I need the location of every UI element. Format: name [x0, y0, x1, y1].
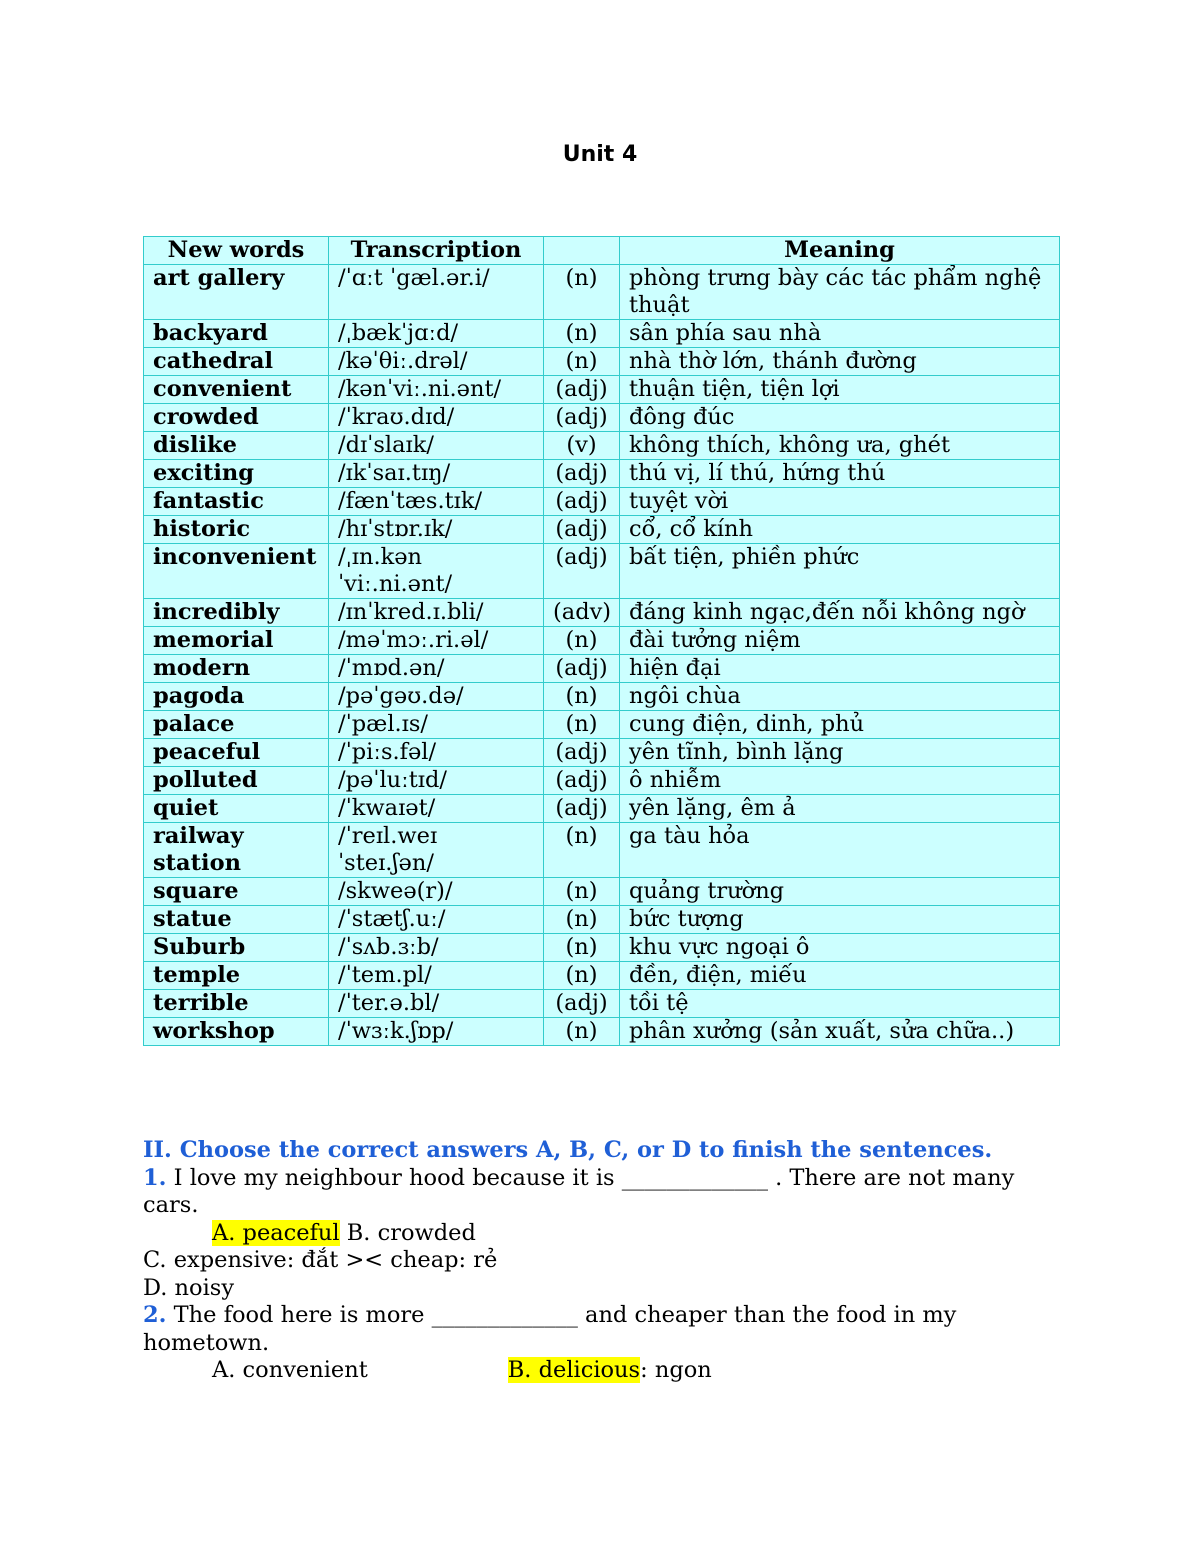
vocab-word: railway station: [144, 823, 329, 878]
vocab-transcription: /ˌbækˈjɑːd/: [329, 320, 544, 348]
vocab-meaning: yên tĩnh, bình lặng: [620, 739, 1060, 767]
vocab-part-of-speech: (n): [544, 711, 620, 739]
vocab-part-of-speech: (n): [544, 823, 620, 878]
vocab-part-of-speech: (n): [544, 1018, 620, 1046]
vocab-meaning: cung điện, dinh, phủ: [620, 711, 1060, 739]
question-2-options-ab: [143, 1357, 1073, 1385]
question-1: [143, 1165, 1073, 1220]
vocab-part-of-speech: (adj): [544, 516, 620, 544]
option-a-highlighted: A. peaceful: [212, 1219, 340, 1246]
vocab-transcription: /ˈter.ə.bl/: [329, 990, 544, 1018]
vocab-transcription: /ɪkˈsaɪ.tɪŋ/: [329, 460, 544, 488]
vocab-transcription: /ˈstætʃ.uː/: [329, 906, 544, 934]
vocab-word: dislike: [144, 432, 329, 460]
vocab-meaning: phân xưởng (sản xuất, sửa chữa..): [620, 1018, 1060, 1046]
vocab-word: inconvenient: [144, 544, 329, 599]
option-d: D. noisy: [143, 1274, 235, 1301]
vocab-part-of-speech: (adj): [544, 767, 620, 795]
option-b: B. crowded: [339, 1219, 476, 1246]
vocab-meaning: sân phía sau nhà: [620, 320, 1060, 348]
answer-blank: _____________: [621, 1164, 768, 1191]
answer-blank: _____________: [431, 1302, 578, 1328]
vocab-part-of-speech: (adj): [544, 488, 620, 516]
vocab-word: peaceful: [144, 739, 329, 767]
vocab-part-of-speech: (n): [544, 962, 620, 990]
vocab-meaning: cổ, cổ kính: [620, 516, 1060, 544]
vocab-word: cathedral: [144, 348, 329, 376]
vocab-meaning: bức tượng: [620, 906, 1060, 934]
question-text: . There are not many cars.: [143, 1164, 1015, 1218]
question-number: 2.: [143, 1302, 167, 1328]
vocab-transcription: /ˈpiːs.fəl/: [329, 739, 544, 767]
vocab-meaning: tuyệt vời: [620, 488, 1060, 516]
vocab-part-of-speech: (v): [544, 432, 620, 460]
vocab-word: terrible: [144, 990, 329, 1018]
table-header-row: [144, 237, 1060, 265]
vocab-word: art gallery: [144, 265, 329, 320]
vocab-meaning: ngôi chùa: [620, 683, 1060, 711]
vocab-transcription: /ɪnˈkred.ɪ.bli/: [329, 599, 544, 627]
vocab-meaning: ga tàu hỏa: [620, 823, 1060, 878]
table-row: [144, 627, 1060, 655]
vocab-meaning: đáng kinh ngạc,đến nỗi không ngờ: [620, 599, 1060, 627]
vocab-word: palace: [144, 711, 329, 739]
vocab-word: temple: [144, 962, 329, 990]
table-row: [144, 516, 1060, 544]
vocab-transcription: /ˈreɪl.weɪ ˈsteɪ.ʃən/: [329, 823, 544, 878]
vocab-part-of-speech: (adv): [544, 599, 620, 627]
vocab-part-of-speech: (n): [544, 906, 620, 934]
vocab-word: quiet: [144, 795, 329, 823]
exercise-section: [143, 1137, 1073, 1385]
vocabulary-rows: [144, 265, 1060, 1046]
vocab-meaning: thuận tiện, tiện lợi: [620, 376, 1060, 404]
vocab-transcription: /hɪˈstɒr.ɪk/: [329, 516, 544, 544]
table-row: [144, 265, 1060, 320]
table-row: [144, 348, 1060, 376]
vocab-part-of-speech: (adj): [544, 990, 620, 1018]
vocab-part-of-speech: (n): [544, 265, 620, 320]
vocab-word: pagoda: [144, 683, 329, 711]
vocab-meaning: tồi tệ: [620, 990, 1060, 1018]
vocab-part-of-speech: (adj): [544, 795, 620, 823]
vocab-word: Suburb: [144, 934, 329, 962]
vocab-meaning: nhà thờ lớn, thánh đường: [620, 348, 1060, 376]
vocab-transcription: /ˈɑːt ˈgæl.ər.i/: [329, 265, 544, 320]
vocab-part-of-speech: (n): [544, 320, 620, 348]
table-row: [144, 376, 1060, 404]
vocab-transcription: /kəˈθiː.drəl/: [329, 348, 544, 376]
vocab-transcription: /skweə(r)/: [329, 878, 544, 906]
table-row: [144, 655, 1060, 683]
vocab-word: square: [144, 878, 329, 906]
vocab-meaning: phòng trưng bày các tác phẩm nghệ thuật: [620, 265, 1060, 320]
vocab-word: backyard: [144, 320, 329, 348]
vocab-transcription: /kənˈviː.ni.ənt/: [329, 376, 544, 404]
vocab-transcription: /ˈsʌb.ɜːb/: [329, 934, 544, 962]
vocab-word: convenient: [144, 376, 329, 404]
table-row: [144, 823, 1060, 878]
table-row: [144, 990, 1060, 1018]
vocab-meaning: thú vị, lí thú, hứng thú: [620, 460, 1060, 488]
vocab-transcription: /fænˈtæs.tɪk/: [329, 488, 544, 516]
vocab-transcription: /ˈpæl.ɪs/: [329, 711, 544, 739]
vocab-transcription: /ˈmɒd.ən/: [329, 655, 544, 683]
vocab-word: incredibly: [144, 599, 329, 627]
table-row: [144, 878, 1060, 906]
vocab-word: workshop: [144, 1018, 329, 1046]
vocab-meaning: khu vực ngoại ô: [620, 934, 1060, 962]
vocab-part-of-speech: (adj): [544, 655, 620, 683]
vocab-meaning: không thích, không ưa, ghét: [620, 432, 1060, 460]
page-title: Unit 4: [562, 142, 638, 167]
vocab-word: fantastic: [144, 488, 329, 516]
vocab-meaning: hiện đại: [620, 655, 1060, 683]
table-row: [144, 906, 1060, 934]
vocab-part-of-speech: (n): [544, 878, 620, 906]
header-new-words: New words: [144, 237, 329, 265]
header-transcription: Transcription: [329, 237, 544, 265]
table-row: [144, 599, 1060, 627]
vocab-meaning: ô nhiễm: [620, 767, 1060, 795]
header-meaning: Meaning: [620, 237, 1060, 265]
question-2: [143, 1302, 1073, 1357]
vocab-transcription: /pəˈgəʊ.də/: [329, 683, 544, 711]
question-text: The food here is more: [166, 1302, 432, 1328]
vocab-transcription: /ˈtem.pl/: [329, 962, 544, 990]
table-row: [144, 488, 1060, 516]
option-b-note: : ngon: [640, 1357, 712, 1383]
vocab-part-of-speech: (adj): [544, 739, 620, 767]
question-1-options-ab: [143, 1220, 1073, 1248]
vocab-meaning: đông đúc: [620, 404, 1060, 432]
vocab-part-of-speech: (adj): [544, 544, 620, 599]
vocab-meaning: đền, điện, miếu: [620, 962, 1060, 990]
vocab-word: exciting: [144, 460, 329, 488]
vocab-part-of-speech: (n): [544, 683, 620, 711]
table-row: [144, 767, 1060, 795]
table-row: [144, 683, 1060, 711]
vocab-word: crowded: [144, 404, 329, 432]
vocab-part-of-speech: (adj): [544, 404, 620, 432]
vocabulary-table: [143, 236, 1060, 1046]
vocab-word: polluted: [144, 767, 329, 795]
vocab-meaning: bất tiện, phiền phức: [620, 544, 1060, 599]
table-row: [144, 460, 1060, 488]
vocab-meaning: yên lặng, êm ả: [620, 795, 1060, 823]
vocab-transcription: /ˌɪn.kən ˈviː.ni.ənt/: [329, 544, 544, 599]
vocab-word: historic: [144, 516, 329, 544]
option-a: A. convenient: [212, 1357, 368, 1383]
table-row: [144, 320, 1060, 348]
vocab-transcription: /ˈkraʊ.dɪd/: [329, 404, 544, 432]
option-b-highlighted: B. delicious: [507, 1357, 641, 1383]
vocab-word: modern: [144, 655, 329, 683]
vocab-part-of-speech: (n): [544, 934, 620, 962]
vocab-part-of-speech: (n): [544, 627, 620, 655]
header-part-of-speech: [544, 237, 620, 265]
vocab-transcription: /dɪˈslaɪk/: [329, 432, 544, 460]
exercise-heading: II. Choose the correct answers A, B, C, or D to finish the sentences.: [143, 1137, 993, 1163]
option-c: C. expensive: đắt >< cheap: rẻ: [143, 1247, 498, 1273]
vocab-transcription: /məˈmɔː.ri.əl/: [329, 627, 544, 655]
table-row: [144, 432, 1060, 460]
vocab-meaning: đài tưởng niệm: [620, 627, 1060, 655]
table-row: [144, 711, 1060, 739]
vocab-part-of-speech: (adj): [544, 460, 620, 488]
vocab-part-of-speech: (adj): [544, 376, 620, 404]
question-text: and cheaper than the food in my hometown.: [143, 1302, 957, 1356]
table-row: [144, 795, 1060, 823]
vocab-word: memorial: [144, 627, 329, 655]
table-row: [144, 404, 1060, 432]
vocab-meaning: quảng trường: [620, 878, 1060, 906]
vocab-transcription: /pəˈluːtɪd/: [329, 767, 544, 795]
vocab-part-of-speech: (n): [544, 348, 620, 376]
vocab-transcription: /ˈwɜːk.ʃɒp/: [329, 1018, 544, 1046]
table-row: [144, 1018, 1060, 1046]
question-number: 1.: [143, 1164, 167, 1191]
vocab-transcription: /ˈkwaɪət/: [329, 795, 544, 823]
table-row: [144, 934, 1060, 962]
table-row: [144, 962, 1060, 990]
question-text: I love my neighbour hood because it is: [166, 1164, 622, 1191]
table-row: [144, 739, 1060, 767]
table-row: [144, 544, 1060, 599]
vocab-word: statue: [144, 906, 329, 934]
